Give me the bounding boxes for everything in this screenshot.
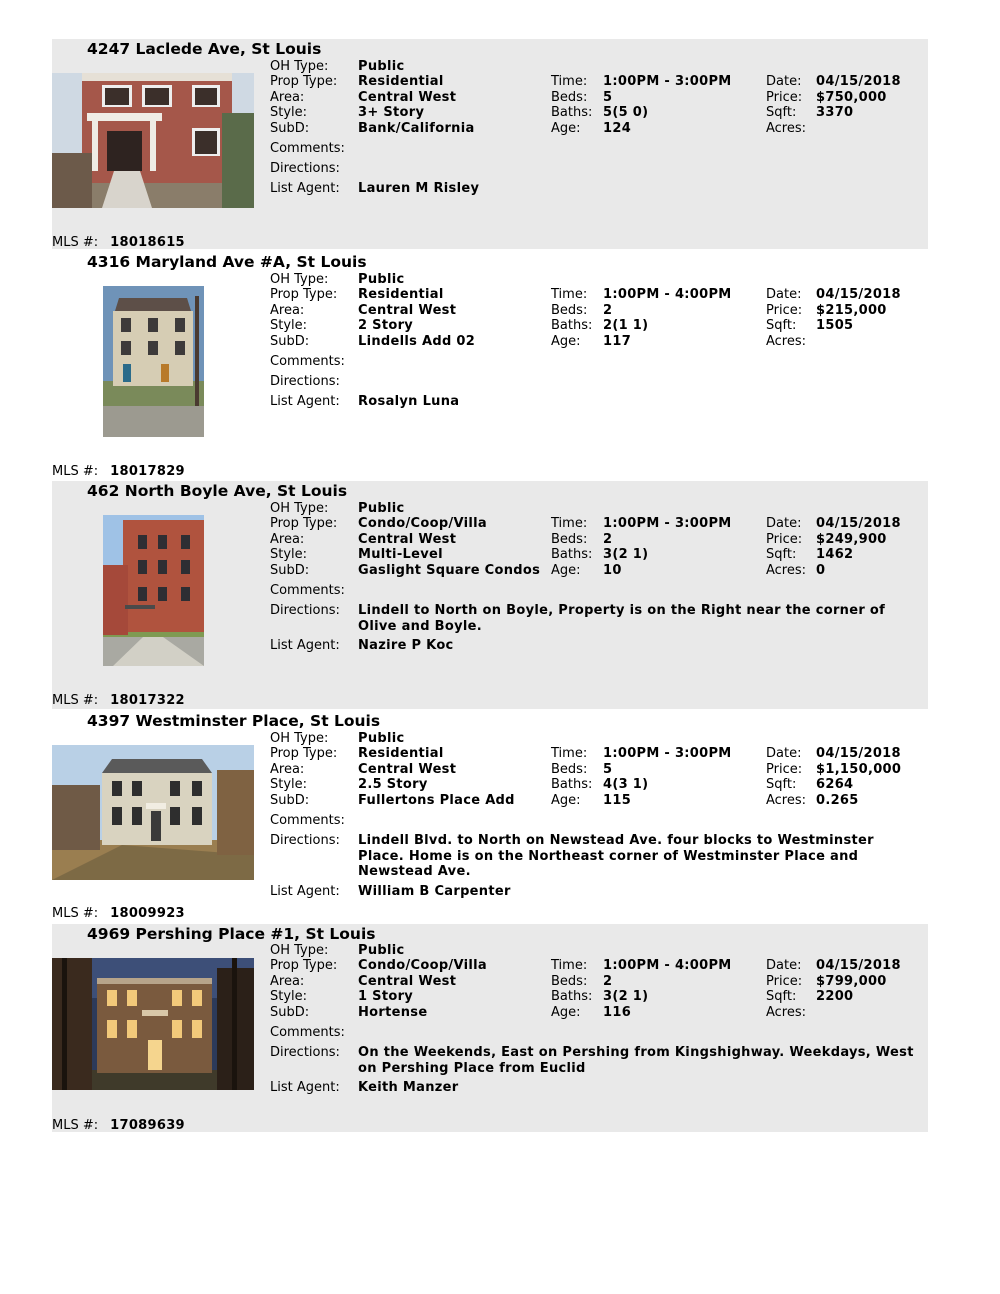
acres-label: Acres: (766, 334, 807, 349)
date-label: Date: (766, 516, 802, 531)
directions-label: Directions: (270, 603, 340, 618)
style-value: 2 Story (358, 318, 414, 333)
list-agent-label: List Agent: (270, 181, 340, 196)
beds-label: Beds: (551, 303, 588, 318)
beds-value: 5 (603, 762, 613, 777)
price-label: Price: (766, 762, 803, 777)
listing-card (52, 39, 928, 249)
subd-value: Bank/California (358, 121, 475, 136)
acres-label: Acres: (766, 563, 807, 578)
date-label: Date: (766, 74, 802, 89)
price-value: $1,150,000 (816, 762, 902, 777)
time-value: 1:00PM - 4:00PM (603, 287, 732, 302)
comments-label: Comments: (270, 813, 345, 828)
area-value: Central West (358, 303, 457, 318)
price-value: $215,000 (816, 303, 887, 318)
prop-type-value: Condo/Coop/Villa (358, 958, 487, 973)
directions-value: Lindell to North on Boyle, Property is on the Right near the corner of Olive and Boyle. (358, 603, 886, 634)
mls-label: MLS #: (52, 464, 99, 479)
comments-label: Comments: (270, 354, 345, 369)
oh-type-value: Public (358, 501, 405, 516)
mls-value: 18017829 (110, 464, 185, 479)
prop-type-value: Condo/Coop/Villa (358, 516, 487, 531)
acres-label: Acres: (766, 793, 807, 808)
listing-address[interactable]: 4316 Maryland Ave #A, St Louis (87, 253, 367, 271)
date-label: Date: (766, 287, 802, 302)
age-label: Age: (551, 334, 581, 349)
beds-value: 2 (603, 532, 613, 547)
date-value: 04/15/2018 (816, 746, 901, 761)
mls-number (52, 1118, 185, 1133)
beds-value: 2 (603, 974, 613, 989)
mls-number (52, 693, 185, 708)
baths-value: 3(2 1) (603, 547, 649, 562)
mls-number (52, 464, 185, 479)
price-value: $799,000 (816, 974, 887, 989)
beds-value: 5 (603, 90, 613, 105)
sqft-value: 1462 (816, 547, 854, 562)
subd-label: SubD: (270, 334, 310, 349)
prop-type-value: Residential (358, 287, 444, 302)
style-label: Style: (270, 777, 308, 792)
prop-type-label: Prop Type: (270, 516, 338, 531)
list-agent-value[interactable]: Nazire P Koc (358, 638, 454, 653)
time-value: 1:00PM - 3:00PM (603, 74, 732, 89)
price-label: Price: (766, 90, 803, 105)
age-label: Age: (551, 563, 581, 578)
baths-value: 4(3 1) (603, 777, 649, 792)
directions-label: Directions: (270, 161, 340, 176)
beds-label: Beds: (551, 532, 588, 547)
mls-value: 18009923 (110, 906, 185, 921)
age-value: 116 (603, 1005, 632, 1020)
price-label: Price: (766, 974, 803, 989)
directions-label: Directions: (270, 374, 340, 389)
baths-label: Baths: (551, 989, 593, 1004)
directions-value: On the Weekends, East on Pershing from Kingshighway. Weekdays, West on Pershing Place from Euclid (358, 1045, 914, 1076)
sqft-value: 3370 (816, 105, 854, 120)
mls-label: MLS #: (52, 906, 99, 921)
date-value: 04/15/2018 (816, 287, 901, 302)
sqft-value: 1505 (816, 318, 854, 333)
mls-value: 18017322 (110, 693, 185, 708)
list-agent-label: List Agent: (270, 884, 340, 899)
date-value: 04/15/2018 (816, 958, 901, 973)
list-agent-label: List Agent: (270, 638, 340, 653)
list-agent-value[interactable]: William B Carpenter (358, 884, 511, 899)
oh-type-label: OH Type: (270, 501, 329, 516)
subd-value: Fullertons Place Add (358, 793, 515, 808)
baths-label: Baths: (551, 547, 593, 562)
time-value: 1:00PM - 3:00PM (603, 746, 732, 761)
baths-label: Baths: (551, 318, 593, 333)
list-agent-value[interactable]: Lauren M Risley (358, 181, 480, 196)
listing-photo[interactable] (103, 286, 204, 437)
price-value: $750,000 (816, 90, 887, 105)
comments-label: Comments: (270, 583, 345, 598)
mls-value: 17089639 (110, 1118, 185, 1133)
age-label: Age: (551, 793, 581, 808)
subd-label: SubD: (270, 121, 310, 136)
comments-label: Comments: (270, 141, 345, 156)
style-label: Style: (270, 989, 308, 1004)
acres-label: Acres: (766, 121, 807, 136)
mls-number (52, 235, 185, 250)
sqft-label: Sqft: (766, 989, 797, 1004)
directions-value: Lindell Blvd. to North on Newstead Ave. four blocks to Westminster Place. Home is on the Northeast corner of Westminster Place and Newstead Ave. (358, 833, 874, 879)
list-agent-label: List Agent: (270, 1080, 340, 1095)
price-label: Price: (766, 532, 803, 547)
area-label: Area: (270, 532, 305, 547)
prop-type-value: Residential (358, 746, 444, 761)
listing-photo[interactable] (103, 515, 204, 666)
area-label: Area: (270, 974, 305, 989)
prop-type-label: Prop Type: (270, 958, 338, 973)
time-label: Time: (551, 958, 588, 973)
baths-label: Baths: (551, 777, 593, 792)
listing-card (52, 481, 928, 709)
beds-label: Beds: (551, 762, 588, 777)
prop-type-label: Prop Type: (270, 287, 338, 302)
price-label: Price: (766, 303, 803, 318)
oh-type-value: Public (358, 59, 405, 74)
list-agent-value[interactable]: Keith Manzer (358, 1080, 459, 1095)
oh-type-label: OH Type: (270, 272, 329, 287)
acres-label: Acres: (766, 1005, 807, 1020)
prop-type-label: Prop Type: (270, 74, 338, 89)
subd-label: SubD: (270, 793, 310, 808)
prop-type-label: Prop Type: (270, 746, 338, 761)
sqft-label: Sqft: (766, 105, 797, 120)
area-value: Central West (358, 974, 457, 989)
beds-label: Beds: (551, 974, 588, 989)
baths-value: 3(2 1) (603, 989, 649, 1004)
oh-type-label: OH Type: (270, 59, 329, 74)
list-agent-value[interactable]: Rosalyn Luna (358, 394, 460, 409)
sqft-label: Sqft: (766, 547, 797, 562)
sqft-label: Sqft: (766, 318, 797, 333)
date-value: 04/15/2018 (816, 74, 901, 89)
mls-value: 18018615 (110, 235, 185, 250)
list-agent-label: List Agent: (270, 394, 340, 409)
oh-type-value: Public (358, 943, 405, 958)
subd-value: Hortense (358, 1005, 428, 1020)
age-label: Age: (551, 1005, 581, 1020)
time-value: 1:00PM - 4:00PM (603, 958, 732, 973)
oh-type-value: Public (358, 731, 405, 746)
directions-label: Directions: (270, 833, 340, 848)
listing-card (52, 711, 928, 921)
time-value: 1:00PM - 3:00PM (603, 516, 732, 531)
age-value: 117 (603, 334, 632, 349)
style-value: 1 Story (358, 989, 414, 1004)
style-label: Style: (270, 105, 308, 120)
comments-label: Comments: (270, 1025, 345, 1040)
time-label: Time: (551, 516, 588, 531)
sqft-value: 6264 (816, 777, 854, 792)
time-label: Time: (551, 287, 588, 302)
date-label: Date: (766, 746, 802, 761)
time-label: Time: (551, 74, 588, 89)
baths-label: Baths: (551, 105, 593, 120)
subd-label: SubD: (270, 1005, 310, 1020)
style-value: Multi-Level (358, 547, 443, 562)
style-value: 3+ Story (358, 105, 425, 120)
oh-type-label: OH Type: (270, 943, 329, 958)
subd-value: Gaslight Square Condos (358, 563, 541, 578)
date-value: 04/15/2018 (816, 516, 901, 531)
age-value: 115 (603, 793, 632, 808)
prop-type-value: Residential (358, 74, 444, 89)
style-label: Style: (270, 547, 308, 562)
sqft-label: Sqft: (766, 777, 797, 792)
oh-type-label: OH Type: (270, 731, 329, 746)
directions-label: Directions: (270, 1045, 340, 1060)
baths-value: 5(5 0) (603, 105, 649, 120)
beds-label: Beds: (551, 90, 588, 105)
listing-address[interactable]: 4969 Pershing Place #1, St Louis (87, 925, 376, 943)
listing-photo[interactable] (52, 958, 254, 1090)
subd-value: Lindells Add 02 (358, 334, 476, 349)
acres-value: 0.265 (816, 793, 859, 808)
mls-label: MLS #: (52, 235, 99, 250)
date-label: Date: (766, 958, 802, 973)
mls-label: MLS #: (52, 1118, 99, 1133)
listing-card (52, 924, 928, 1132)
baths-value: 2(1 1) (603, 318, 649, 333)
listing-photo[interactable] (52, 73, 254, 208)
area-value: Central West (358, 532, 457, 547)
beds-value: 2 (603, 303, 613, 318)
area-label: Area: (270, 90, 305, 105)
age-value: 124 (603, 121, 632, 136)
area-value: Central West (358, 90, 457, 105)
listing-address[interactable]: 4247 Laclede Ave, St Louis (87, 40, 322, 58)
area-label: Area: (270, 762, 305, 777)
acres-value: 0 (816, 563, 826, 578)
price-value: $249,900 (816, 532, 887, 547)
time-label: Time: (551, 746, 588, 761)
sqft-value: 2200 (816, 989, 854, 1004)
age-label: Age: (551, 121, 581, 136)
listing-card (52, 252, 928, 480)
area-value: Central West (358, 762, 457, 777)
age-value: 10 (603, 563, 622, 578)
subd-label: SubD: (270, 563, 310, 578)
area-label: Area: (270, 303, 305, 318)
listing-photo[interactable] (52, 745, 254, 880)
style-value: 2.5 Story (358, 777, 428, 792)
mls-number (52, 906, 185, 921)
style-label: Style: (270, 318, 308, 333)
listing-address[interactable]: 4397 Westminster Place, St Louis (87, 712, 381, 730)
oh-type-value: Public (358, 272, 405, 287)
listing-address[interactable]: 462 North Boyle Ave, St Louis (87, 482, 348, 500)
mls-label: MLS #: (52, 693, 99, 708)
